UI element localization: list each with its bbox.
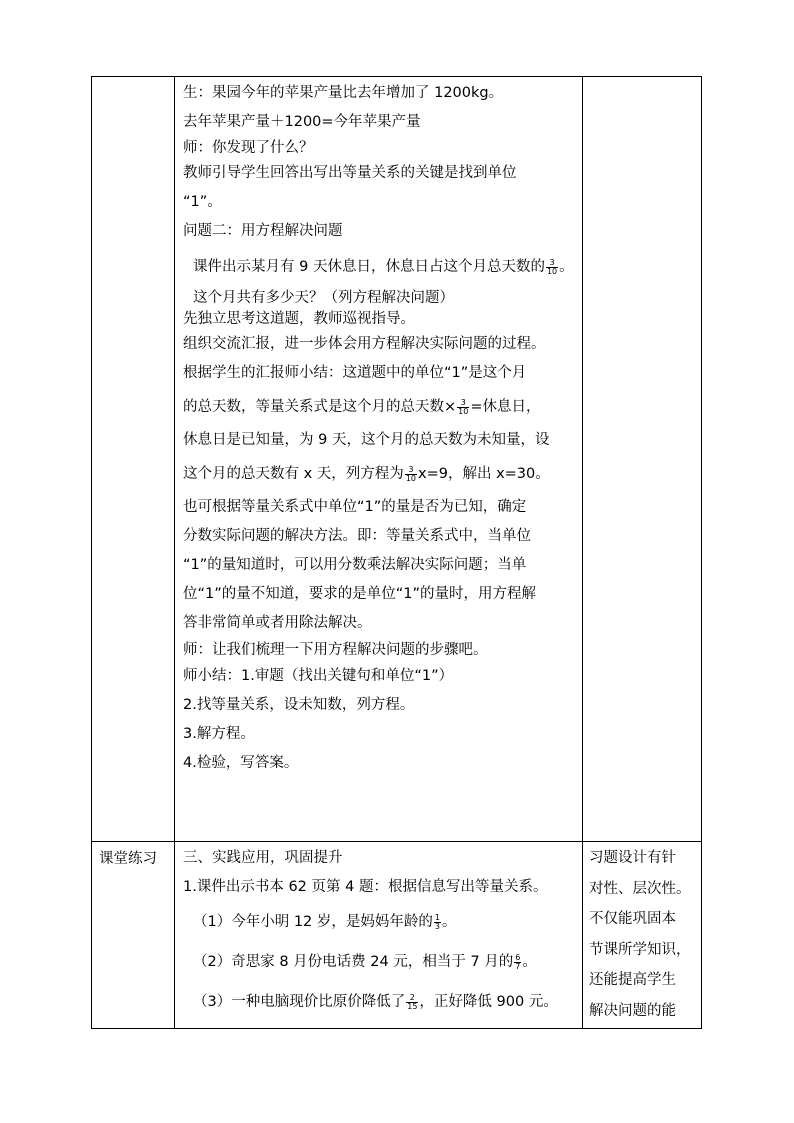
process-cell (175, 77, 583, 842)
text-line: 分数实际问题的解决方法。即：等量关系式中，当单位 (183, 528, 531, 544)
exercise-item: （3）一种电脑现价比原价降低了 $\frac{2}{15}$ ，正好降低 900 元。 (193, 992, 558, 1011)
notes-cell (583, 842, 702, 1029)
fraction: $\frac{2}{15}$ (407, 992, 418, 1011)
step-line: 3.解方程。 (183, 726, 255, 742)
table-row (92, 842, 702, 1029)
fraction: $\frac{3}{10}$ (546, 257, 558, 276)
note-line: 对性、层次性。 (589, 880, 691, 897)
text-line: 去年苹果产量＋1200=今年苹果产量 (183, 114, 421, 130)
text-line: 也可根据等量关系式中单位“1”的量是否为已知，确定 (183, 499, 527, 515)
text-line: 组织交流汇报，进一步体会用方程解决实际问题的过程。 (183, 336, 546, 352)
text-line: 师小结：1.审题（找出关键句和单位“1”） (183, 668, 454, 684)
step-line: 2.找等量关系，设未知数，列方程。 (183, 697, 415, 713)
fraction: $\frac{1}{3}$ (434, 912, 440, 931)
text-line: 先独立思考这道题，教师巡视指导。 (183, 311, 415, 327)
note-line: 习题设计有针 (589, 850, 676, 866)
notes-cell (583, 77, 702, 842)
fraction: $\frac{6}{7}$ (515, 952, 521, 971)
exercise-item: （2）奇思家 8 月份电话费 24 元，相当于 7 月的 $\frac{6}{7}$ 。 (193, 952, 537, 971)
lesson-plan-table (91, 76, 702, 1029)
note-line: 解决问题的能 (589, 1002, 676, 1019)
problem-question: 这个月共有多少天？（列方程解决问题） (193, 290, 454, 306)
stage-label-cell (92, 842, 175, 1029)
problem-text: 课件出示某月有 9 天休息日，休息日占这个月总天数的 (193, 259, 545, 275)
text-line: “1”。 (183, 194, 222, 210)
text-line: 根据学生的汇报师小结：这道题中的单位“1”是这个月 (183, 365, 527, 381)
equation-line: 的总天数，等量关系式是这个月的总天数× $\frac{3}{10}$ =休息日， (183, 397, 541, 416)
exercise-item: （1）今年小明 12 岁，是妈妈年龄的 $\frac{1}{3}$ 。 (193, 912, 457, 931)
table-row (92, 77, 702, 842)
text-line: 师：让我们梳理一下用方程解决问题的步骤吧。 (183, 642, 488, 658)
fraction: $\frac{3}{10}$ (458, 397, 469, 416)
note-line: 节课所学知识， (589, 941, 691, 958)
text-line: 生：果园今年的苹果产量比去年增加了 1200kg。 (183, 85, 504, 101)
text-line: 休息日是已知量，为 9 天，这个月的总天数为未知量，设 (183, 432, 550, 448)
text-line: 位“1”的量不知道，要求的是单位“1”的量时，用方程解 (183, 586, 536, 602)
stage-label: 课堂练习 (99, 851, 157, 867)
problem-line: 课件出示某月有 9 天休息日，休息日占这个月总天数的 $\frac{3}{10}$ 。 (193, 257, 574, 276)
step-line: 4.检验，写答案。 (183, 755, 299, 771)
text-line: 教师引导学生回答出写出等量关系的关键是找到单位 (183, 165, 517, 181)
fraction: $\frac{3}{10}$ (405, 464, 416, 483)
text-line: 答非常简单或者用除法解决。 (183, 615, 372, 631)
task-line: 1.课件出示书本 62 页第 4 题：根据信息写出等量关系。 (183, 879, 548, 895)
note-line: 不仅能巩固本 (589, 911, 676, 927)
solution-line: 这个月的总天数有 x 天，列方程为 $\frac{3}{10}$ x=9，解出 x=30。 (183, 464, 550, 483)
note-line: 还能提高学生 (589, 972, 676, 988)
process-cell (175, 842, 583, 1029)
text-line: “1”的量知道时，可以用分数乘法解决实际问题；当单 (183, 557, 527, 573)
text-line: 师：你发现了什么？ (183, 140, 314, 156)
section-heading: 问题二：用方程解决问题 (183, 223, 343, 239)
section-heading: 三、实践应用，巩固提升 (183, 850, 343, 866)
stage-label-cell (92, 77, 175, 842)
